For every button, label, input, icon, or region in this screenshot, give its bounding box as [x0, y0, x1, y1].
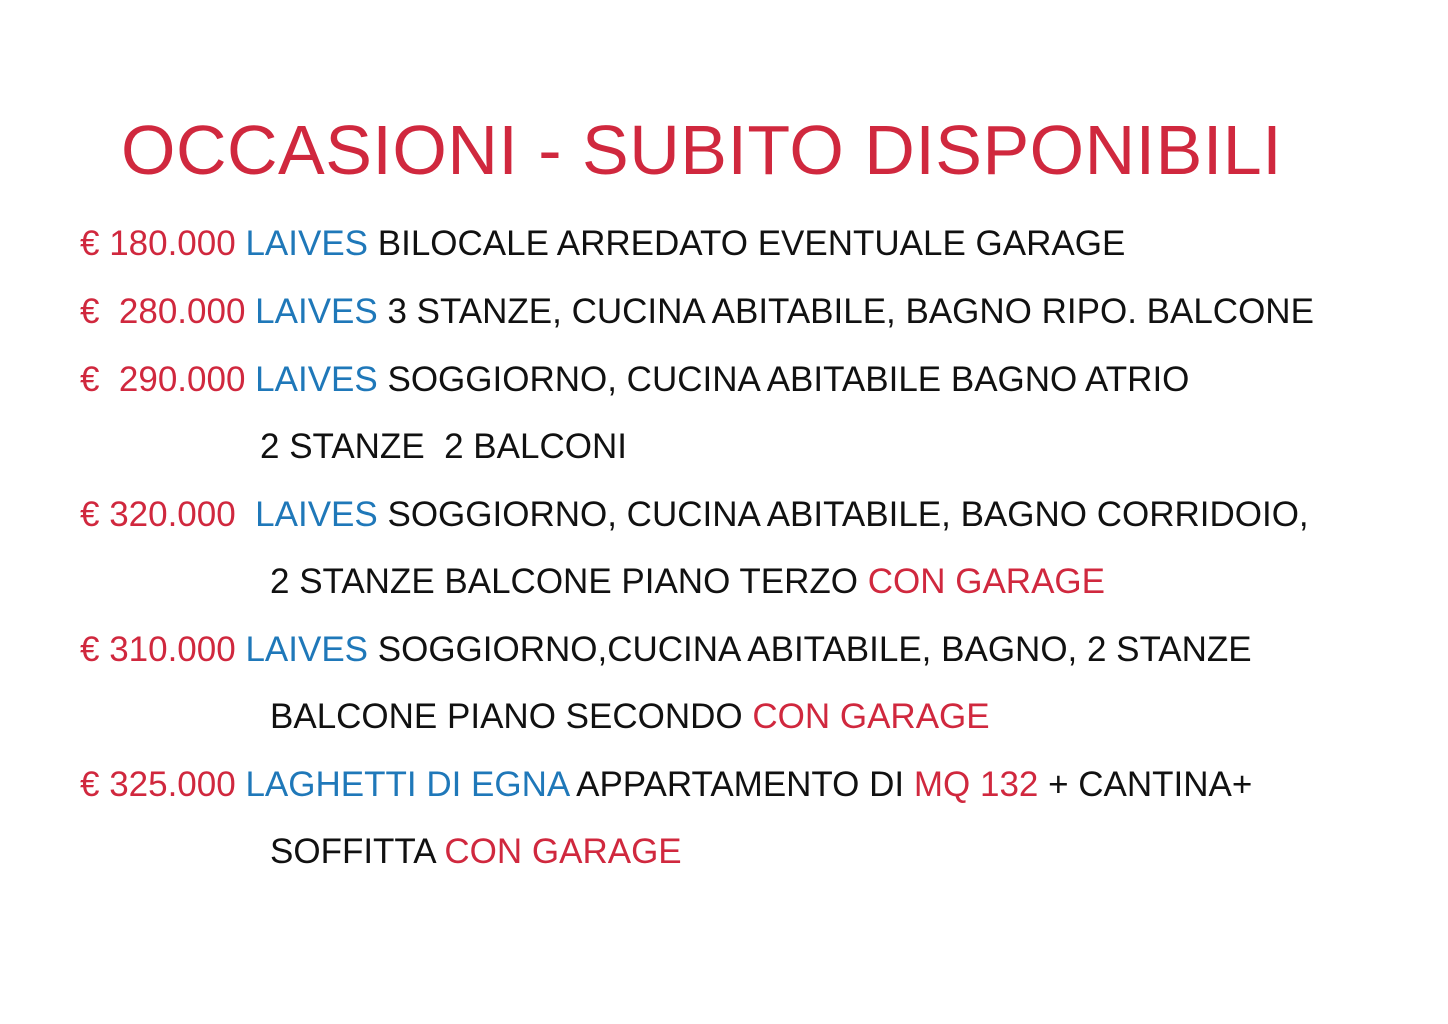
garage-badge: CON GARAGE: [752, 697, 990, 736]
listing-description: BALCONE PIANO SECONDO: [270, 697, 743, 736]
listing-price: € 280.000: [80, 292, 246, 331]
listing-description: 2 STANZE BALCONE PIANO TERZO: [270, 562, 858, 601]
listing-description: SOGGIORNO, CUCINA ABITABILE BAGNO ATRIO: [387, 360, 1190, 399]
listing-description: 3 STANZE, CUCINA ABITABILE, BAGNO RIPO. BALCONE: [387, 292, 1314, 331]
listing-4: [80, 493, 1309, 537]
listing-4-continuation: [270, 560, 1105, 604]
listing-price: € 325.000: [80, 765, 236, 804]
garage-badge: CON GARAGE: [444, 832, 682, 871]
listing-price: € 180.000: [80, 224, 236, 263]
listing-location: LAIVES: [245, 630, 369, 669]
listing-location: LAGHETTI DI EGNA: [245, 765, 569, 804]
listing-description-end: + CANTINA+: [1048, 765, 1253, 804]
listing-location: LAIVES: [255, 292, 378, 331]
listing-location: LAIVES: [255, 495, 378, 534]
listing-5: [80, 628, 1252, 672]
listing-description: 2 STANZE 2 BALCONI: [260, 427, 627, 466]
listing-description: APPARTAMENTO DI: [576, 765, 905, 804]
listing-1: [80, 222, 1125, 266]
listing-3: [80, 358, 1189, 402]
listing-description: SOGGIORNO,CUCINA ABITABILE, BAGNO, 2 STANZE: [377, 630, 1252, 669]
listing-description: SOGGIORNO, CUCINA ABITABILE, BAGNO CORRIDOIO,: [387, 495, 1309, 534]
listing-location: LAIVES: [255, 360, 378, 399]
listing-description: BILOCALE ARREDATO EVENTUALE GARAGE: [377, 224, 1126, 263]
listing-price: € 310.000: [80, 630, 236, 669]
listing-6-continuation: [270, 830, 682, 874]
garage-badge: CON GARAGE: [867, 562, 1105, 601]
listing-price: € 290.000: [80, 360, 246, 399]
listing-5-continuation: [270, 695, 990, 739]
page-title: OCCASIONI - SUBITO DISPONIBILI: [121, 111, 1283, 189]
listing-description: SOFFITTA: [270, 832, 435, 871]
listing-2: [80, 290, 1314, 334]
listing-6: [80, 763, 1252, 807]
listing-location: LAIVES: [245, 224, 369, 263]
listing-3-continuation: [260, 425, 627, 469]
listing-price: € 320.000: [80, 495, 236, 534]
listing-size: MQ 132: [913, 765, 1039, 804]
